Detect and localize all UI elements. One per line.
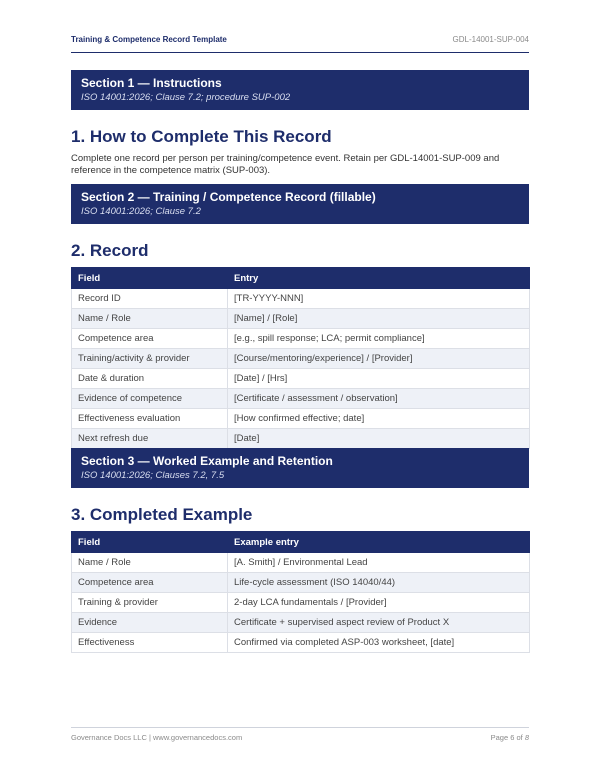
how-to-heading: 1. How to Complete This Record (71, 127, 332, 146)
entry-cell: Certificate + supervised aspect review of Product X (228, 613, 530, 633)
page-number (491, 733, 529, 742)
field-cell: Record ID (72, 289, 228, 309)
table-row (72, 593, 530, 613)
example-table-header (72, 532, 530, 553)
document-code: GDL-14001-SUP-004 (452, 35, 529, 44)
entry-cell: [Certificate / assessment / observation] (228, 389, 530, 409)
example-heading: 3. Completed Example (71, 505, 253, 524)
how-to-text: Complete one record per person per training/competence event. Retain per GDL-14001-SUP-009 and reference in the competence matrix (SUP-003). (71, 153, 500, 176)
section-3-subtitle: ISO 14001:2026; Clauses 7.2, 7.5 (81, 470, 225, 481)
section-1-subtitle: ISO 14001:2026; Clause 7.2; procedure SUP-002 (81, 92, 291, 103)
entry-cell: [A. Smith] / Environmental Lead (228, 553, 530, 573)
section-3-title: Section 3 — Worked Example and Retention (81, 454, 333, 468)
entry-cell: [How confirmed effective; date] (228, 409, 530, 429)
record-col-field: Field (72, 268, 228, 289)
field-cell: Competence area (72, 329, 228, 349)
field-cell: Name / Role (72, 309, 228, 329)
field-cell: Effectiveness evaluation (72, 409, 228, 429)
record-col-entry: Entry (228, 268, 530, 289)
table-row (72, 329, 530, 349)
record-table (71, 267, 530, 449)
entry-cell: [Course/mentoring/experience] / [Provider] (228, 349, 530, 369)
section-1-title: Section 1 — Instructions (81, 76, 222, 90)
page-total: 8 (524, 733, 529, 742)
record-heading: 2. Record (71, 241, 149, 260)
example-table (71, 531, 530, 653)
entry-cell: Life-cycle assessment (ISO 14040/44) (228, 573, 530, 593)
record-table-header (72, 268, 530, 289)
document-title: Training & Competence Record Template (71, 35, 227, 44)
section-2-subtitle: ISO 14001:2026; Clause 7.2 (81, 206, 201, 217)
field-cell: Effectiveness (72, 633, 228, 653)
page-number-prefix: Page 6 of (490, 733, 525, 742)
table-row (72, 613, 530, 633)
example-col-field: Field (72, 532, 228, 553)
table-row (72, 389, 530, 409)
field-cell: Evidence (72, 613, 228, 633)
field-cell: Training/activity & provider (72, 349, 228, 369)
table-row (72, 573, 530, 593)
table-row (72, 409, 530, 429)
entry-cell: [Date] / [Hrs] (228, 369, 530, 389)
field-cell: Date & duration (72, 369, 228, 389)
table-row (72, 349, 530, 369)
entry-cell: [e.g., spill response; LCA; permit compliance] (228, 329, 530, 349)
section-1-banner (71, 70, 529, 110)
entry-cell: [Date] (228, 429, 530, 449)
entry-cell: [TR-YYYY-NNN] (228, 289, 530, 309)
table-row (72, 369, 530, 389)
entry-cell: 2-day LCA fundamentals / [Provider] (228, 593, 530, 613)
field-cell: Training & provider (72, 593, 228, 613)
field-cell: Name / Role (72, 553, 228, 573)
table-row (72, 289, 530, 309)
entry-cell: [Name] / [Role] (228, 309, 530, 329)
table-row (72, 429, 530, 449)
footer-company: Governance Docs LLC | www.governancedocs.com (71, 733, 243, 742)
running-header (71, 35, 529, 53)
example-col-entry: Example entry (228, 532, 530, 553)
table-row (72, 553, 530, 573)
running-footer (71, 727, 529, 744)
entry-cell: Confirmed via completed ASP-003 worksheet, [date] (228, 633, 530, 653)
field-cell: Next refresh due (72, 429, 228, 449)
field-cell: Competence area (72, 573, 228, 593)
section-3-banner (71, 448, 529, 488)
section-2-title: Section 2 — Training / Competence Record (fillable) (81, 190, 376, 204)
table-row (72, 309, 530, 329)
table-row (72, 633, 530, 653)
section-2-banner (71, 184, 529, 224)
field-cell: Evidence of competence (72, 389, 228, 409)
